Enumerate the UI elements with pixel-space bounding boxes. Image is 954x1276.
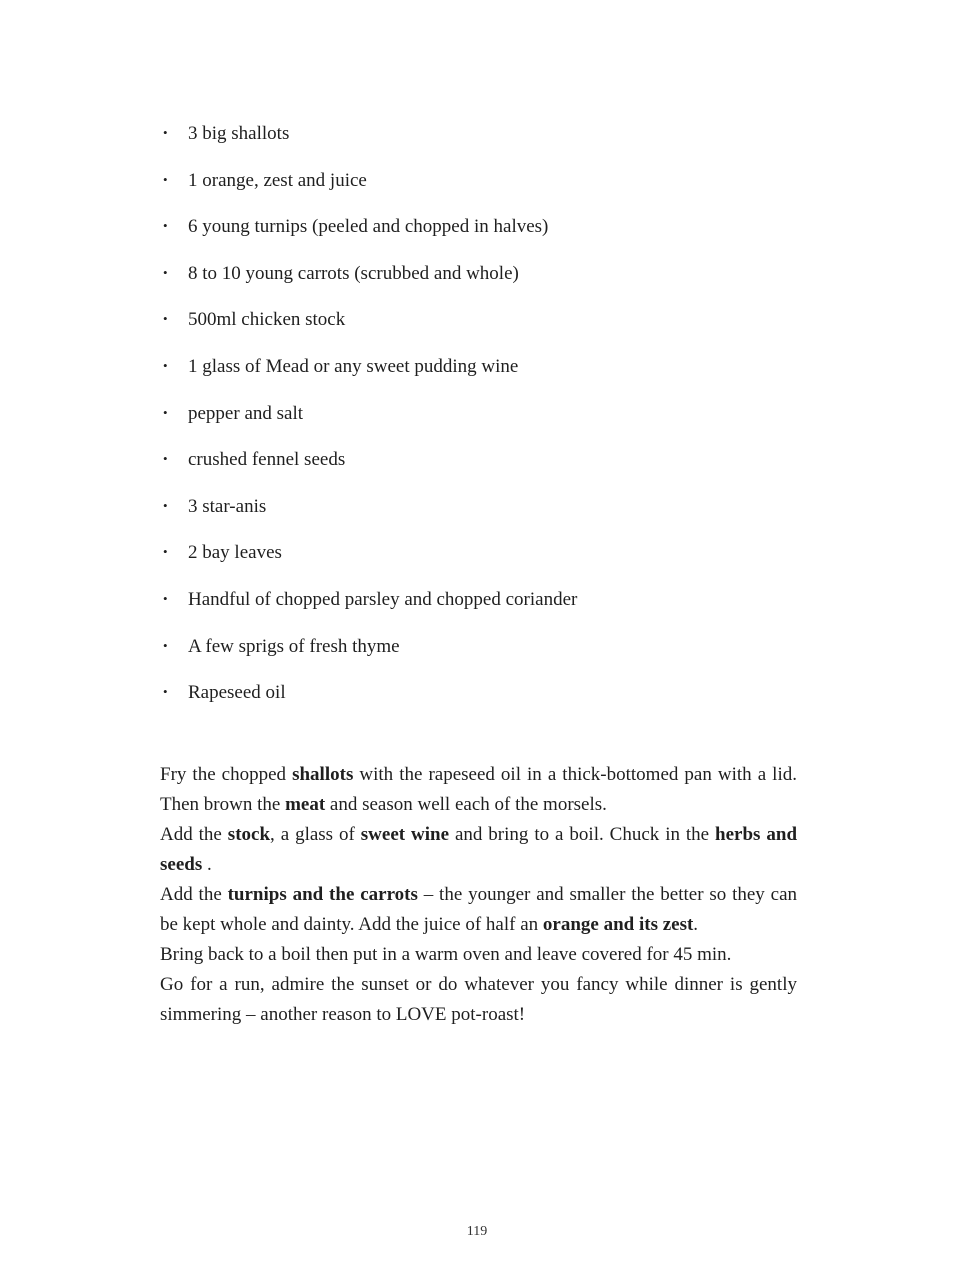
bullet-icon: • — [163, 404, 168, 420]
instruction-bold-text: turnips and the carrots — [227, 884, 418, 905]
ingredient-text: 6 young turnips (peeled and chopped in halves) — [188, 216, 549, 238]
bullet-icon: • — [163, 497, 168, 513]
ingredient-item — [160, 541, 800, 564]
instruction-text: and season well each of the morsels. — [325, 794, 607, 815]
ingredient-text: crushed fennel seeds — [188, 449, 346, 471]
ingredient-item — [160, 122, 800, 145]
instruction-bold-text: meat — [285, 794, 326, 815]
ingredient-text: 2 bay leaves — [188, 542, 282, 564]
bullet-icon: • — [163, 451, 168, 467]
ingredient-item — [160, 635, 800, 658]
instruction-bold-text: herbs and seeds — [160, 824, 798, 875]
instruction-bold-text: orange and its zest — [542, 914, 694, 935]
instruction-bold-text: shallots — [292, 764, 354, 785]
ingredient-text: A few sprigs of fresh thyme — [188, 635, 400, 657]
instruction-paragraph — [160, 880, 797, 940]
instruction-paragraph — [160, 940, 797, 970]
ingredient-text: 1 glass of Mead or any sweet pudding wine — [188, 355, 519, 377]
instruction-text: . — [693, 914, 699, 935]
instruction-text: . — [202, 854, 212, 875]
bullet-icon: • — [163, 590, 168, 606]
bullet-icon: • — [163, 684, 168, 700]
instruction-paragraph — [160, 760, 797, 820]
instruction-text: Add the — [160, 884, 228, 905]
ingredient-text: Rapeseed oil — [188, 682, 286, 704]
ingredient-item — [160, 262, 800, 285]
ingredient-text: 8 to 10 young carrots (scrubbed and whole) — [188, 262, 519, 284]
ingredient-text: 1 orange, zest and juice — [188, 169, 367, 191]
ingredient-item — [160, 215, 800, 238]
instruction-text: – the younger and smaller the better so they can be kept whole and dainty. Add the juice of half an — [160, 884, 797, 935]
instruction-paragraph — [160, 970, 797, 1030]
instruction-text: , a glass of — [270, 824, 361, 845]
ingredient-item — [160, 308, 800, 331]
bullet-icon: • — [163, 218, 168, 234]
bullet-icon: • — [163, 125, 168, 140]
instruction-text: Add the — [160, 824, 228, 845]
instructions — [160, 760, 797, 1030]
ingredient-text: 3 big shallots — [188, 123, 290, 144]
ingredient-item — [160, 355, 800, 378]
instruction-bold-text: sweet wine — [360, 824, 450, 845]
ingredient-item — [160, 169, 800, 192]
bullet-icon: • — [163, 544, 168, 560]
page-number: 119 — [466, 1224, 488, 1239]
instruction-text: Fry the chopped — [160, 764, 293, 785]
ingredient-item — [160, 681, 800, 704]
ingredient-text: 500ml chicken stock — [188, 309, 346, 331]
instruction-paragraph — [160, 820, 797, 880]
ingredient-list — [160, 122, 800, 728]
ingredient-text: pepper and salt — [188, 402, 304, 424]
bullet-icon: • — [163, 311, 168, 327]
ingredient-text: 3 star-anis — [188, 495, 267, 517]
instruction-text: and bring to a boil. Chuck in the — [449, 824, 716, 845]
instruction-text: Go for a run, admire the sunset or do whatever you fancy while dinner is gently simmering – another reason to LOVE pot-roast! — [160, 974, 797, 1025]
instruction-bold-text: stock — [227, 824, 271, 845]
ingredient-item — [160, 495, 800, 518]
bullet-icon: • — [163, 637, 168, 653]
instruction-text: Bring back to a boil then put in a warm oven and leave covered for 45 min. — [160, 944, 732, 965]
bullet-icon: • — [163, 171, 168, 187]
instruction-text: with the rapeseed oil in a thick-bottomed pan with a lid. Then brown the — [160, 764, 797, 815]
ingredient-item — [160, 588, 800, 611]
ingredient-item — [160, 402, 800, 425]
bullet-icon: • — [163, 357, 168, 373]
bullet-icon: • — [163, 264, 168, 280]
ingredient-text: Handful of chopped parsley and chopped coriander — [188, 588, 578, 610]
ingredient-item — [160, 448, 800, 471]
